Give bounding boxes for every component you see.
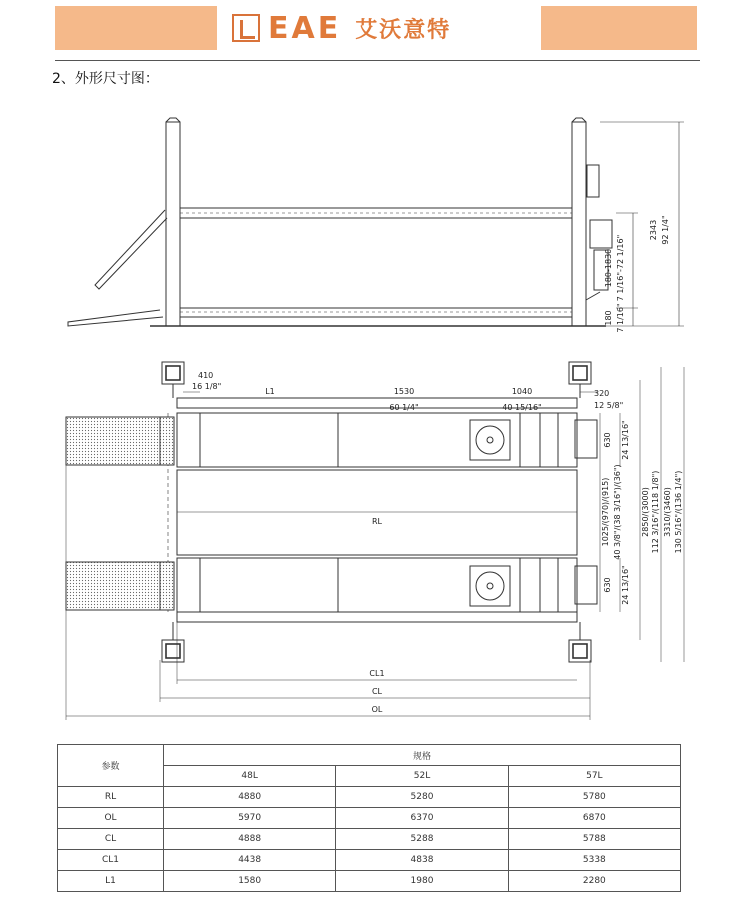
motor [590, 220, 612, 248]
brand-name-cn: 艾沃意特 [355, 17, 452, 43]
dim-cl1: CL1 [369, 669, 385, 678]
dim-1530: 1530 [393, 387, 415, 396]
model-header: 52L [336, 766, 508, 787]
dim-630-upper: 630 [603, 432, 612, 448]
param-cell: CL [58, 829, 164, 850]
dim-2850-in: 112 3/16"/(118 1/8") [651, 470, 660, 554]
dim-1040-in: 40 15/16" [502, 403, 542, 412]
value-cell: 1980 [336, 871, 508, 892]
dim-180-1830: 180-1830 [604, 248, 613, 288]
side-view [68, 118, 684, 326]
side-ramp-raised [95, 210, 167, 289]
dim-320: 320 [594, 389, 610, 398]
table-row [58, 829, 681, 850]
dim-3310: 3310/(3460) [663, 487, 672, 537]
power-unit-box [587, 165, 599, 197]
dim-ol: OL [371, 705, 383, 714]
dim-3310-in: 130 5/16"/(136 1/4") [674, 470, 683, 554]
dim-1025: 1025/(970)/(915) [601, 477, 610, 547]
value-cell: 5970 [164, 808, 336, 829]
turntable-lower [476, 572, 504, 600]
value-cell: 6870 [508, 808, 680, 829]
turntable-upper [476, 426, 504, 454]
dim-2850: 2850/(3000) [641, 487, 650, 537]
value-cell: 6370 [336, 808, 508, 829]
model-header: 57L [508, 766, 680, 787]
param-header: 参数 [58, 745, 164, 787]
dim-410: 410 [198, 371, 214, 380]
dim-2343: 2343 [649, 219, 658, 241]
spec-table [57, 744, 681, 892]
param-cell: CL1 [58, 850, 164, 871]
param-cell: OL [58, 808, 164, 829]
approach-ramp-lower [66, 562, 174, 610]
value-cell: 5288 [336, 829, 508, 850]
table-row [58, 787, 681, 808]
dim-630-lower: 630 [603, 577, 612, 593]
dim-rl: RL [371, 517, 383, 526]
runway-upper [177, 413, 577, 467]
approach-ramp-upper [66, 417, 174, 465]
dim-cl: CL [371, 687, 383, 696]
dim-410-in: 16 1/8" [192, 382, 222, 391]
dim-180: 180 [604, 310, 613, 326]
value-cell: 5280 [336, 787, 508, 808]
param-cell: RL [58, 787, 164, 808]
side-ramp-lowered [68, 310, 163, 326]
side-left-post [166, 122, 180, 326]
value-cell: 5788 [508, 829, 680, 850]
dim-630-lower-in: 24 13/16" [621, 565, 630, 605]
table-row [58, 850, 681, 871]
table-row [58, 871, 681, 892]
value-cell: 4838 [336, 850, 508, 871]
value-cell: 4438 [164, 850, 336, 871]
dim-2343-in: 92 1/4" [661, 215, 670, 245]
model-header: 48L [164, 766, 336, 787]
table-row [58, 808, 681, 829]
dim-320-in: 12 5/8" [594, 401, 624, 410]
dim-180-1830-in: 7 1/16"-72 1/16" [616, 234, 625, 302]
dim-180-in: 7 1/16" [616, 303, 625, 333]
value-cell: 2280 [508, 871, 680, 892]
value-cell: 4880 [164, 787, 336, 808]
value-cell: 5780 [508, 787, 680, 808]
dim-1025-in: 40 3/8"/(38 3/16")/(36") [613, 464, 622, 560]
spec-header: 规格 [164, 745, 681, 766]
param-cell: L1 [58, 871, 164, 892]
dim-1040: 1040 [511, 387, 533, 396]
section-title: 2、外形尺寸图： [52, 71, 159, 87]
runway-lower [177, 558, 577, 612]
value-cell: 1580 [164, 871, 336, 892]
top-view [66, 362, 684, 720]
dim-1530-in: 60 1/4" [389, 403, 419, 412]
dim-l1: L1 [265, 387, 275, 396]
dim-630-upper-in: 24 13/16" [621, 420, 630, 460]
side-right-post [572, 122, 586, 326]
bottom-beam [177, 612, 577, 622]
brand-name-en: EAE [268, 10, 342, 46]
value-cell: 5338 [508, 850, 680, 871]
value-cell: 4888 [164, 829, 336, 850]
